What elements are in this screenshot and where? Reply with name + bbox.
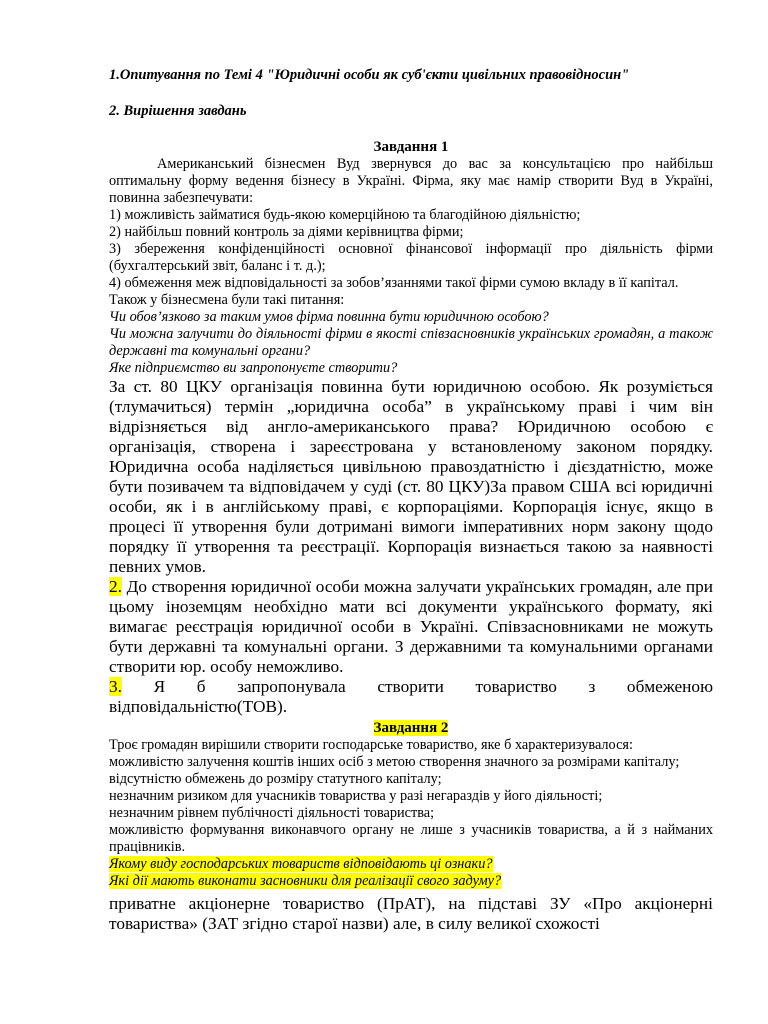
task2-feature: можливістю залучення коштів інших осіб з метою створення значного за розмірами капіталу;	[109, 754, 680, 770]
task2-feature: можливістю формування виконавчого органу не лише з учасників товариства, а й з найманих працівників.	[109, 822, 713, 855]
task1-questions-lead: Також у бізнесмена були такі питання:	[109, 292, 345, 308]
task1-requirement: 3) збереження конфіденційності основної фінансової інформації про діяльність фірми (бухгалтерський звіт, баланс і т. д.);	[109, 241, 713, 274]
task1-title-text: Завдання 1	[373, 139, 449, 155]
task2-feature: відсутністю обмежень до розміру статутного капіталу;	[109, 771, 442, 787]
task2-question-text: Якому виду господарських товариств відповідають ці ознаки?	[109, 856, 493, 872]
answer3-text: Я б запропонувала створити товариство з обмеженою відповідальністю(ТОВ).	[109, 677, 713, 716]
task1-requirement: 4) обмеження меж відповідальності за зобов’язаннями такої фірми сумою вкладу в її капітал.	[109, 275, 679, 291]
task1-question: Чи можна залучити до діяльності фірми в якості співзасновників українських громадян, а також державні та комунальні органи?	[109, 326, 713, 359]
survey-heading: 1.Опитування по Темі 4 "Юридичні особи як суб'єкти цивільних правовідносин"	[109, 67, 630, 83]
task2-answer: приватне акціонерне товариство (ПрАТ), на підставі ЗУ «Про акціонерні товариства» (ЗАТ згідно старої назви) але, в силу великої схожості	[109, 894, 713, 933]
task2-question-text: Які дії мають виконати засновники для реалізації свого задуму?	[109, 873, 502, 889]
task1-answer1: За ст. 80 ЦКУ організація повинна бути юридичною особою. Як розуміється (тлумачиться) термін „юридична особа” в українському праві і чим він відрізняється від англо-американського права? Юридичною особою є організація, створена і зареєстрована у встановленому законом порядку. Юридична особа наділяється цивільною правоздатністю і дієздатністю, може бути позивачем та відповідачем у суді (ст. 80 ЦКУ)За правом США всі юридичні особи, як і в англійському праві, є корпораціями. Корпорація існує, якщо в процесі її утворення були дотримані вимоги імперативних норм закону щодо порядку її утворення та реєстрації. Корпорація визнається такою за наявності певних умов.	[109, 377, 713, 576]
task1-answer2	[109, 577, 713, 677]
task1-answer3	[109, 677, 713, 717]
task2-question	[109, 856, 713, 873]
task1-requirement: 1) можливість займатися будь-якою комерційною та благодійною діяльністю;	[109, 207, 581, 223]
task1-question: Яке підприємство ви запропонуєте створити?	[109, 360, 398, 376]
task1-title	[109, 138, 713, 156]
task2-question	[109, 873, 713, 890]
task2-feature: незначним рівнем публічності діяльності товариства;	[109, 805, 435, 821]
task1-intro: Американський бізнесмен Вуд звернувся до вас за консультацією про найбільш оптимальну форму ведення бізнесу в Україні. Фірма, яку має намір створити Вуд в Україні, повинна забезпечувати:	[109, 156, 713, 206]
document-body	[109, 66, 713, 934]
task2-intro: Троє громадян вирішили створити господарське товариство, яке б характеризувалося:	[109, 737, 633, 753]
task2-title-text: Завдання 2	[373, 720, 449, 736]
answer3-number-highlight: 3.	[109, 677, 122, 696]
task2-title	[109, 719, 713, 737]
answer2-number-highlight: 2.	[109, 577, 122, 596]
tasks-heading: 2. Вирішення завдань	[109, 103, 247, 119]
task1-question: Чи обов’язково за таким умов фірма повинна бути юридичною особою?	[109, 309, 549, 325]
task1-requirement: 2) найбільш повний контроль за діями керівництва фірми;	[109, 224, 464, 240]
answer2-text: До створення юридичної особи можна залучати українських громадян, але при цьому іноземцям необхідно мати всі документи українського формату, які вимагає реєстрація юридичної особи в Україні. Співзасновниками не можуть бути державні та комунальні органи. З державними та комунальними органами створити юр. особу неможливо.	[109, 577, 713, 676]
task2-feature: незначним ризиком для учасників товариства у разі негараздів у його діяльності;	[109, 788, 603, 804]
